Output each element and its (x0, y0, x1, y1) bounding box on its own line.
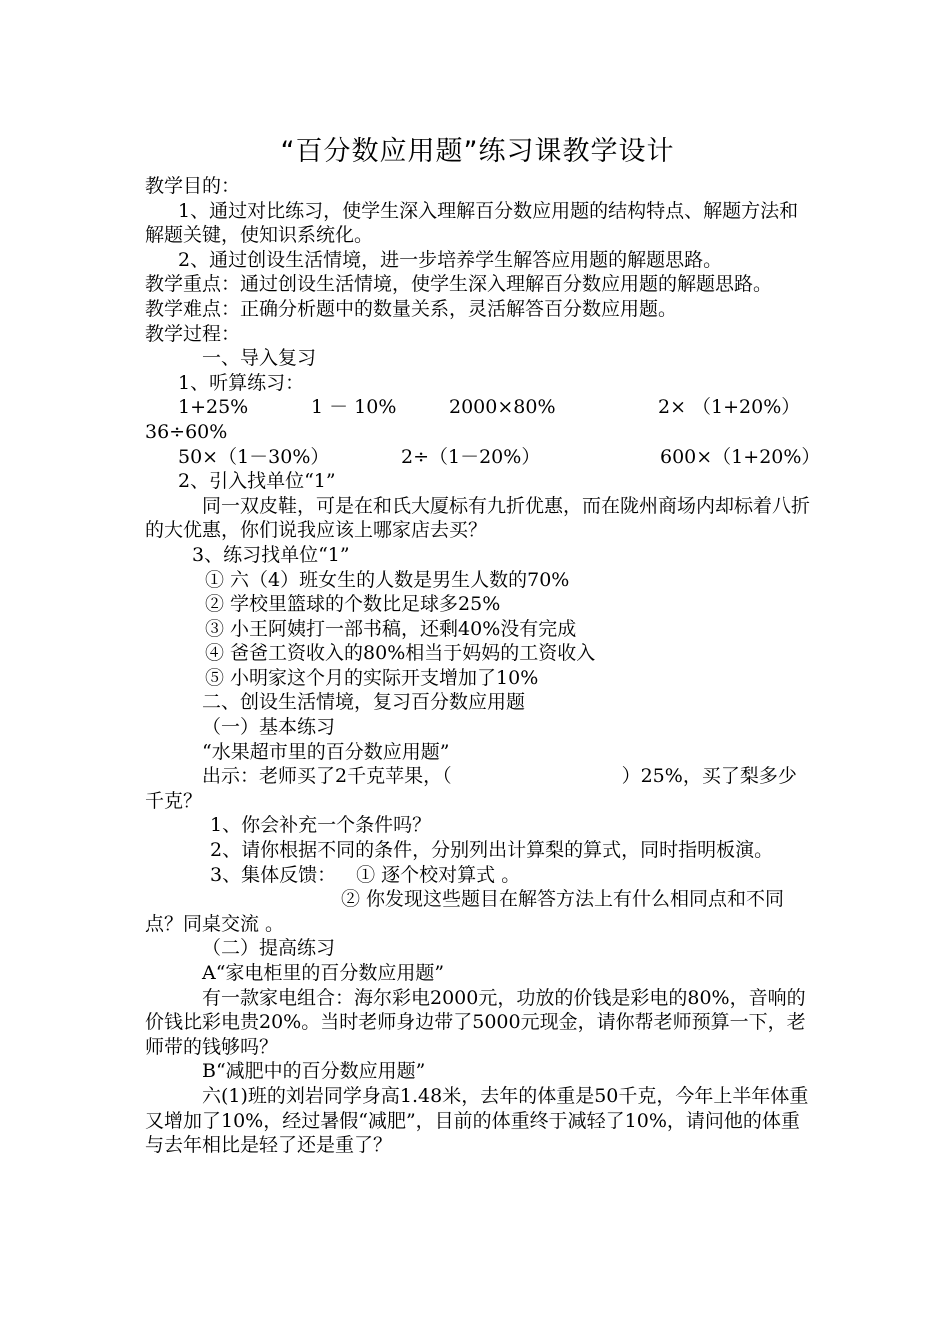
oral-item: 1 － 10% (311, 396, 397, 419)
question-1: 1、你会补充一个条件吗？ (210, 814, 432, 837)
advanced-heading: （二）提高练习 (202, 937, 336, 960)
basic-topic: “水果超市里的百分数应用题” (202, 740, 450, 763)
oral-item: 600×（1+20%） (660, 445, 821, 468)
find-item-4: ④ 爸爸工资收入的80%相当于妈妈的工资收入 (205, 642, 596, 665)
part1-heading: 一、导入复习 (202, 347, 317, 370)
oral-item: 2× （1+20%） (658, 396, 801, 419)
feedback-1: ① 逐个校对算式 。 (356, 863, 521, 886)
feedback-2: ② 你发现这些题目在解答方法上有什么相同点和不同点？同桌交流 。 (145, 888, 785, 935)
basic-heading: （一）基本练习 (202, 716, 336, 739)
oral-item: 2÷（1－20%） (401, 445, 541, 468)
topic-b: B“减肥中的百分数应用题” (202, 1060, 426, 1083)
oral-item: 50×（1－30%） (178, 445, 330, 468)
show-problem (145, 764, 810, 813)
oral-row-1 (145, 395, 810, 420)
question-2: 2、请你根据不同的条件，分别列出计算梨的算式，同时指明板演。 (210, 839, 774, 862)
find-heading: 3、练习找单位“1” (192, 543, 350, 566)
show-suffix: ）25%，买了梨多少千克？ (145, 765, 797, 812)
oral-row-2 (145, 445, 821, 470)
document-title: “百分数应用题”练习课教学设计 (280, 136, 675, 167)
process-heading: 教学过程： (145, 322, 241, 345)
find-item-1: ① 六（4）班女生的人数是男生人数的70% (205, 568, 570, 591)
oral-item: 2000×80% (449, 396, 556, 419)
objectives-heading: 教学目的： (145, 175, 241, 197)
find-item-5: ⑤ 小明家这个月的实际开支增加了10% (205, 666, 539, 689)
topic-a: A“家电柜里的百分数应用题” (202, 962, 445, 984)
oral-heading: 1、听算练习： (178, 371, 305, 394)
difficulty: 教学难点：正确分析题中的数量关系，灵活解答百分数应用题。 (145, 297, 678, 320)
oral-item: 1+25% (178, 396, 249, 419)
unit-heading: 2、引入找单位“1” (178, 470, 336, 493)
problem-a: 有一款家电组合：海尔彩电2000元，功放的价钱是彩电的80%，音响的价钱比彩电贵20%。当时老师身边带了5000元现金，请你帮老师预算一下，老师带的钱够吗？ (145, 986, 806, 1058)
oral-item-wrapped: 36÷60% (145, 420, 228, 443)
find-item-2: ② 学校里篮球的个数比足球多25% (205, 593, 501, 616)
find-item-3: ③ 小王阿姨打一部书稿，还剩40%没有完成 (205, 617, 577, 640)
part2-heading: 二、创设生活情境，复习百分数应用题 (202, 691, 526, 714)
question-3 (145, 863, 810, 888)
objective-1: 1、通过对比练习，使学生深入理解百分数应用题的结构特点、解题方法和解题关键，使知识系统化。 (145, 199, 799, 247)
unit-text: 同一双皮鞋，可是在和氏大厦标有九折优惠，而在陇州商场内却标着八折的大优惠，你们说我应该上哪家店去买？ (145, 494, 811, 542)
objective-2: 2、通过创设生活情境，进一步培养学生解答应用题的解题思路。 (178, 248, 723, 271)
problem-b: 六(1)班的刘岩同学身高1.48米，去年的体重是50千克，今年上半年体重又增加了10%，经过暑假“减肥”，目前的体重终于减轻了10%，请问他的体重与去年相比是轻了还是重了？ (145, 1084, 809, 1157)
question-3-prefix: 3、集体反馈： (210, 863, 337, 886)
key-point: 教学重点：通过创设生活情境，使学生深入理解百分数应用题的解题思路。 (145, 273, 773, 296)
show-prefix: 出示：老师买了2千克苹果，（ (202, 765, 452, 788)
